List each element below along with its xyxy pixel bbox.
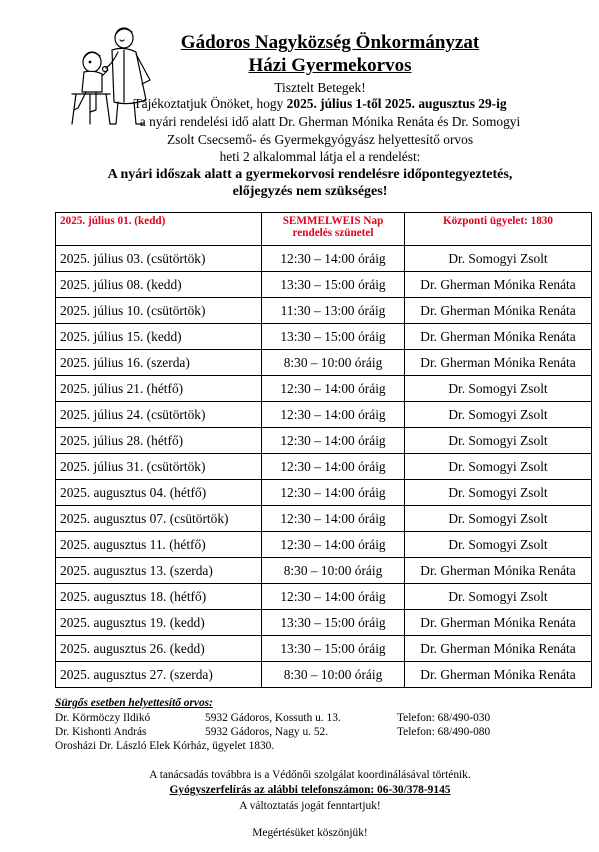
cell-date: 2025. augusztus 07. (csütörtök) — [56, 506, 262, 532]
header-hours-line-1: SEMMELWEIS Nap — [282, 215, 384, 227]
intro-date-range: 2025. július 1-től 2025. augusztus 29-ig — [286, 96, 507, 111]
intro-line-1 — [100, 96, 540, 112]
cell-hours: 13:30 – 15:00 óráig — [262, 636, 405, 662]
cell-hours: 12:30 – 14:00 óráig — [262, 454, 405, 480]
cell-doctor: Dr. Gherman Mónika Renáta — [405, 558, 592, 584]
hospital-line: Orosházi Dr. László Elek Kórház, ügyelet 1830. — [55, 740, 275, 752]
table-row — [56, 376, 592, 402]
cell-date: 2025. július 10. (csütörtök) — [56, 298, 262, 324]
cell-date: 2025. augusztus 11. (hétfő) — [56, 532, 262, 558]
cell-date: 2025. július 31. (csütörtök) — [56, 454, 262, 480]
intro-line-3: Zsolt Csecsemő- és Gyermekgyógyász helyettesítő orvos — [166, 132, 474, 147]
cell-hours: 12:30 – 14:00 óráig — [262, 480, 405, 506]
cell-doctor: Dr. Somogyi Zsolt — [405, 480, 592, 506]
cell-hours: 13:30 – 15:00 óráig — [262, 610, 405, 636]
cell-doctor: Dr. Gherman Mónika Renáta — [405, 662, 592, 688]
table-row — [56, 246, 592, 272]
schedule-table — [55, 212, 592, 688]
table-row — [56, 428, 592, 454]
cell-doctor: Dr. Somogyi Zsolt — [405, 584, 592, 610]
cell-date: 2025. július 03. (csütörtök) — [56, 246, 262, 272]
header-hours-line-2: rendelés szünetel — [292, 227, 374, 239]
cell-hours: 12:30 – 14:00 óráig — [262, 584, 405, 610]
intro-line-2: a nyári rendelési idő alatt Dr. Gherman Mónika Renáta és Dr. Somogyi — [139, 114, 521, 129]
cell-hours: 13:30 – 15:00 óráig — [262, 324, 405, 350]
table-row — [56, 662, 592, 688]
table-row — [56, 324, 592, 350]
table-row — [56, 454, 592, 480]
cell-doctor: Dr. Gherman Mónika Renáta — [405, 324, 592, 350]
cell-date: 2025. augusztus 19. (kedd) — [56, 610, 262, 636]
cell-doctor: Dr. Somogyi Zsolt — [405, 454, 592, 480]
cell-date: 2025. július 28. (hétfő) — [56, 428, 262, 454]
header-date: 2025. július 01. (kedd) — [56, 213, 262, 246]
cell-doctor: Dr. Gherman Mónika Renáta — [405, 350, 592, 376]
intro-line-1-text: Tájékoztatjuk Önöket, hogy — [133, 96, 287, 111]
cell-date: 2025. augusztus 18. (hétfő) — [56, 584, 262, 610]
cell-date: 2025. augusztus 13. (szerda) — [56, 558, 262, 584]
cell-hours: 13:30 – 15:00 óráig — [262, 272, 405, 298]
intro-line-4: heti 2 alkalommal látja el a rendelést: — [219, 149, 421, 164]
table-row — [56, 584, 592, 610]
table-row — [56, 636, 592, 662]
cell-date: 2025. július 16. (szerda) — [56, 350, 262, 376]
cell-hours: 12:30 – 14:00 óráig — [262, 428, 405, 454]
cell-hours: 11:30 – 13:00 óráig — [262, 298, 405, 324]
substitute-1-name: Dr. Körmöczy Ildikó — [55, 712, 151, 724]
cell-date: 2025. augusztus 26. (kedd) — [56, 636, 262, 662]
cell-doctor: Dr. Somogyi Zsolt — [405, 402, 592, 428]
table-row — [56, 558, 592, 584]
cell-hours: 12:30 – 14:00 óráig — [262, 246, 405, 272]
greeting: Tisztelt Betegek! — [274, 80, 366, 95]
cell-hours: 8:30 – 10:00 óráig — [262, 350, 405, 376]
footer-phone-line: Gyógyszerfelírás az alábbi telefonszámon: 06-30/378-9145 — [169, 784, 451, 796]
table-row — [56, 506, 592, 532]
table-row — [56, 402, 592, 428]
cell-doctor: Dr. Somogyi Zsolt — [405, 428, 592, 454]
cell-doctor: Dr. Somogyi Zsolt — [405, 506, 592, 532]
notice-line-1: A nyári időszak alatt a gyermekorvosi rendelésre időpontegyeztetés, — [107, 167, 513, 182]
table-row — [56, 480, 592, 506]
cell-hours: 12:30 – 14:00 óráig — [262, 376, 405, 402]
header-hours — [262, 213, 405, 246]
header-doctor: Központi ügyelet: 1830 — [405, 213, 592, 246]
substitute-heading: Sürgős esetben helyettesítő orvos: — [55, 697, 213, 709]
cell-doctor: Dr. Gherman Mónika Renáta — [405, 298, 592, 324]
table-row — [56, 532, 592, 558]
notice-line-2: előjegyzés nem szükséges! — [232, 184, 388, 199]
table-row — [56, 350, 592, 376]
footer-thanks: Megértésüket köszönjük! — [252, 827, 368, 839]
cell-hours: 12:30 – 14:00 óráig — [262, 506, 405, 532]
cell-doctor: Dr. Somogyi Zsolt — [405, 376, 592, 402]
cell-hours: 8:30 – 10:00 óráig — [262, 662, 405, 688]
cell-doctor: Dr. Gherman Mónika Renáta — [405, 610, 592, 636]
table-row — [56, 610, 592, 636]
municipality-title: Gádoros Nagyközség Önkormányzat — [180, 32, 480, 53]
substitute-1-phone: Telefon: 68/490-030 — [397, 712, 491, 724]
substitute-2-name: Dr. Kishonti András — [55, 726, 147, 738]
cell-date: 2025. augusztus 04. (hétfő) — [56, 480, 262, 506]
cell-date: 2025. július 24. (csütörtök) — [56, 402, 262, 428]
cell-hours: 12:30 – 14:00 óráig — [262, 402, 405, 428]
cell-date: 2025. július 21. (hétfő) — [56, 376, 262, 402]
cell-date: 2025. július 08. (kedd) — [56, 272, 262, 298]
cell-hours: 12:30 – 14:00 óráig — [262, 532, 405, 558]
cell-doctor: Dr. Somogyi Zsolt — [405, 532, 592, 558]
substitute-2-address: 5932 Gádoros, Nagy u. 52. — [205, 726, 329, 738]
cell-doctor: Dr. Gherman Mónika Renáta — [405, 272, 592, 298]
table-row — [56, 272, 592, 298]
cell-date: 2025. július 15. (kedd) — [56, 324, 262, 350]
cell-date: 2025. augusztus 27. (szerda) — [56, 662, 262, 688]
footer-line-1: A tanácsadás továbbra is a Védőnői szolgálat koordinálásával történik. — [149, 769, 471, 781]
cell-doctor: Dr. Somogyi Zsolt — [405, 246, 592, 272]
footer-line-3: A változtatás jogát fenntartjuk! — [239, 800, 381, 812]
substitute-2-phone: Telefon: 68/490-080 — [397, 726, 491, 738]
cell-hours: 8:30 – 10:00 óráig — [262, 558, 405, 584]
cell-doctor: Dr. Gherman Mónika Renáta — [405, 636, 592, 662]
office-title: Házi Gyermekorvos — [248, 55, 412, 76]
table-row — [56, 298, 592, 324]
table-header-row — [56, 213, 592, 246]
substitute-1-address: 5932 Gádoros, Kossuth u. 13. — [205, 712, 341, 724]
